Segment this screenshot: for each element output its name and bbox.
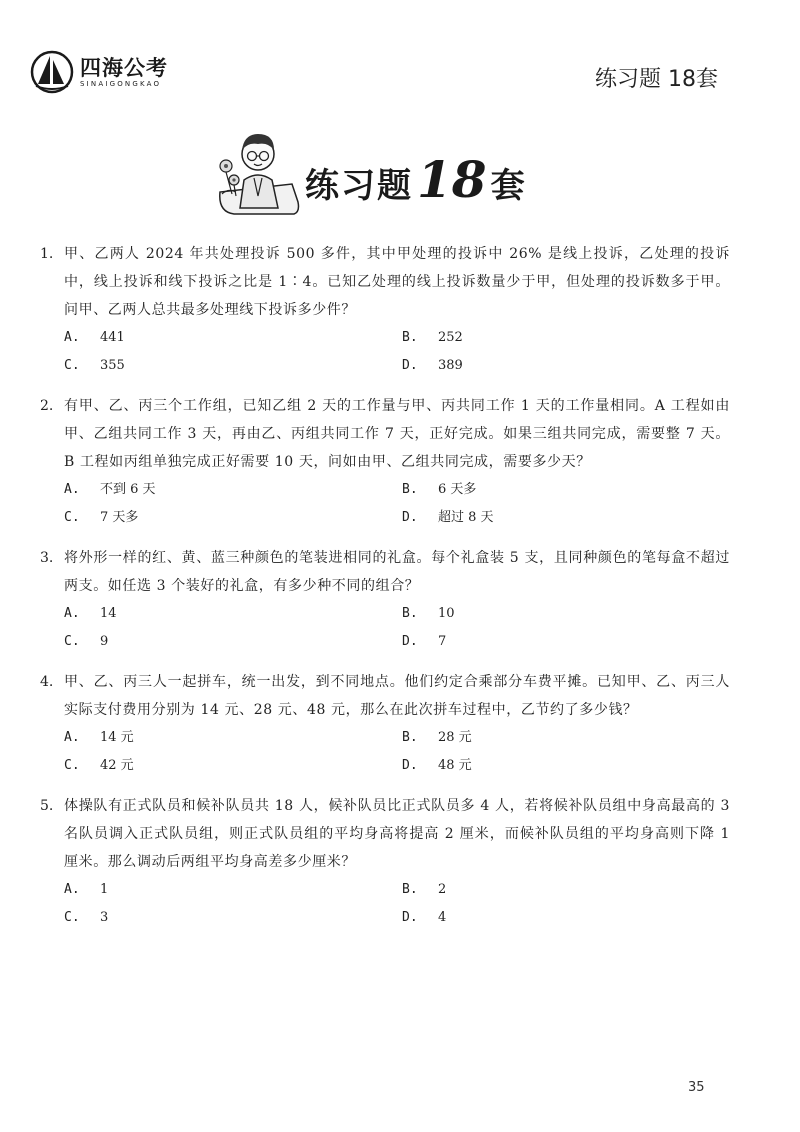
option-label: A. [64,730,80,745]
option-text: 48 元 [438,758,472,773]
option-d[interactable] [402,352,702,380]
option-label: A. [64,330,80,345]
question-list [40,240,730,944]
question-number: 3. [40,550,54,566]
option-label: B. [402,330,418,345]
option-text: 超过 8 天 [438,510,494,525]
option-list [64,724,730,780]
option-a[interactable] [64,724,402,752]
section-title-prefix: 练习题 [305,166,413,206]
option-a[interactable] [64,324,402,352]
sailboat-logo-icon [30,50,74,94]
option-text: 14 元 [100,730,134,745]
option-text: 441 [100,330,125,345]
question-stem: 甲、乙两人 2024 年共处理投诉 500 多件，其中甲处理的投诉中 26% 是线上投诉，乙处理的投诉中，线上投诉和线下投诉之比是 1∶4。已知乙处理的线上投诉数量少于甲，但处理的投诉数多于甲。问甲、乙两人总共最多处理线下投诉多少件？ [64,246,730,318]
question-4 [40,668,730,780]
option-text: 9 [100,634,109,649]
option-b[interactable] [402,876,702,904]
option-list [64,324,730,380]
question-number: 2. [40,398,54,414]
option-label: A. [64,882,80,897]
option-label: D. [402,634,418,649]
brand-logo [30,48,168,96]
option-c[interactable] [64,504,402,532]
option-label: D. [402,758,418,773]
option-b[interactable] [402,476,702,504]
question-stem: 将外形一样的红、黄、蓝三种颜色的笔装进相同的礼盒。每个礼盒装 5 支，且同种颜色的笔每盒不超过两支。如任选 3 个装好的礼盒，有多少种不同的组合？ [64,550,730,594]
teacher-mascot-icon [214,122,302,218]
option-c[interactable] [64,752,402,780]
question-2 [40,392,730,532]
option-text: 2 [438,882,447,897]
option-label: C. [64,910,80,925]
logo-chinese-name: 四海公考 [80,55,168,80]
question-3 [40,544,730,656]
option-a[interactable] [64,476,402,504]
option-text: 3 [100,910,109,925]
option-text: 252 [438,330,463,345]
option-label: B. [402,882,418,897]
option-label: C. [64,634,80,649]
option-label: D. [402,358,418,373]
option-text: 7 天多 [100,510,139,525]
option-b[interactable] [402,600,702,628]
option-text: 1 [100,882,109,897]
option-c[interactable] [64,628,402,656]
page-number: 35 [688,1080,705,1095]
option-text: 10 [438,606,455,621]
option-text: 389 [438,358,463,373]
option-a[interactable] [64,876,402,904]
option-text: 7 [438,634,447,649]
header-title: 练习题 18套 [595,67,718,92]
option-list [64,476,730,532]
option-text: 4 [438,910,447,925]
section-title-number: 18 [417,150,487,209]
option-b[interactable] [402,724,702,752]
option-d[interactable] [402,904,702,932]
option-label: C. [64,758,80,773]
option-label: D. [402,910,418,925]
option-text: 355 [100,358,125,373]
question-1 [40,240,730,380]
question-number: 4. [40,674,54,690]
option-d[interactable] [402,752,702,780]
question-stem: 有甲、乙、丙三个工作组，已知乙组 2 天的工作量与甲、丙共同工作 1 天的工作量相同。A 工程如由甲、乙组共同工作 3 天，再由乙、丙组共同工作 7 天，正好完成。如果三组共同完成，需要整 7 天。B 工程如丙组单独完成正好需要 10 天，问如由甲、乙组共同完成，需要多少天？ [64,398,730,470]
option-label: B. [402,606,418,621]
option-d[interactable] [402,504,702,532]
option-label: A. [64,482,80,497]
question-5 [40,792,730,932]
logo-pinyin-name: SINAIGONGKAO [80,79,162,88]
option-label: C. [64,510,80,525]
option-list [64,600,730,656]
option-label: C. [64,358,80,373]
option-a[interactable] [64,600,402,628]
option-label: A. [64,606,80,621]
option-text: 42 元 [100,758,134,773]
option-text: 6 天多 [438,482,477,497]
option-text: 28 元 [438,730,472,745]
option-c[interactable] [64,352,402,380]
option-c[interactable] [64,904,402,932]
question-number: 1. [40,246,54,262]
option-text: 不到 6 天 [100,482,156,497]
question-number: 5. [40,798,54,814]
option-d[interactable] [402,628,702,656]
question-stem: 甲、乙、丙三人一起拼车，统一出发，到不同地点。他们约定合乘部分车费平摊。已知甲、乙、丙三人实际支付费用分别为 14 元、28 元、48 元，那么在此次拼车过程中，乙节约了多少钱？ [64,674,730,718]
question-stem: 体操队有正式队员和候补队员共 18 人，候补队员比正式队员多 4 人，若将候补队员组中身高最高的 3 名队员调入正式队员组，则正式队员组的平均身高将提高 2 厘米，而候补队员组的平均身高则下降 1 厘米。那么调动后两组平均身高差多少厘米？ [64,798,730,870]
option-text: 14 [100,606,117,621]
option-label: D. [402,510,418,525]
option-list [64,876,730,932]
option-b[interactable] [402,324,702,352]
section-title-suffix: 套 [490,166,525,206]
option-label: B. [402,730,418,745]
section-title [305,150,525,209]
option-label: B. [402,482,418,497]
